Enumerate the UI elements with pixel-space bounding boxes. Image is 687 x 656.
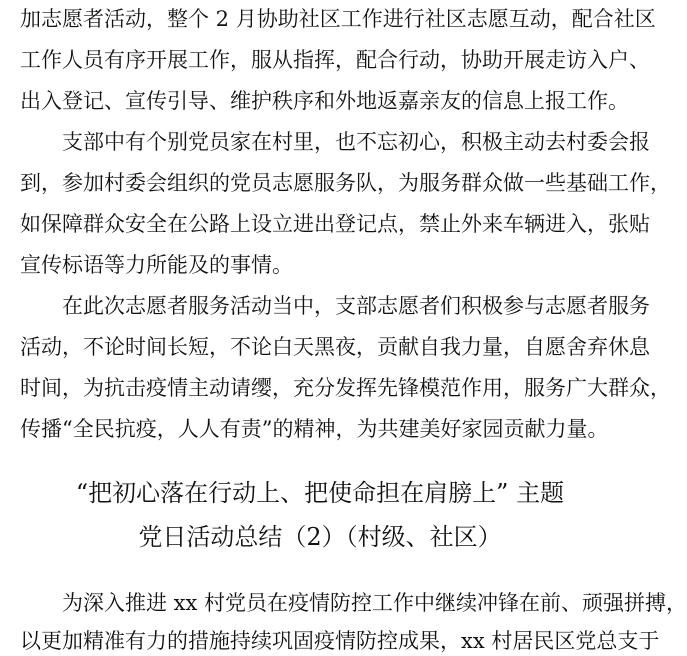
paragraph-1-line-1: 加志愿者活动，整个 2 月协助社区工作进行社区志愿互动，配合社区 bbox=[20, 7, 656, 31]
paragraph-2-line-2: 到，参加村委会组织的党员志愿服务队，为服务群众做一些基础工作， bbox=[20, 171, 671, 195]
paragraph-3-line-4: 传播“全民抗疫，人人有责”的精神，为共建美好家园贡献力量。 bbox=[20, 417, 609, 441]
paragraph-3-line-1: 在此次志愿者服务活动当中，支部志愿者们积极参与志愿者服务 bbox=[62, 294, 650, 318]
intro-line-2: 以更加精准有力的措施持续巩固疫情防控成果，xx 村居民区党总支于 bbox=[20, 629, 660, 653]
intro-line-1: 为深入推进 xx 村党员在疫情防控工作中继续冲锋在前、顽强拼搏， bbox=[62, 591, 687, 615]
paragraph-3-line-2: 活动，不论时间长短，不论白天黑夜，贡献自我力量，自愿舍弃休息 bbox=[20, 335, 650, 359]
section-heading-line-2: 党日活动总结（2）（村级、社区） bbox=[138, 523, 502, 551]
section-heading-line-1: “把初心落在行动上、把使命担在肩膀上” 主题 bbox=[75, 479, 565, 507]
paragraph-2-line-4: 宣传标语等力所能及的事情。 bbox=[20, 253, 293, 277]
paragraph-2-line-1: 支部中有个别党员家在村里，也不忘初心，积极主动去村委会报 bbox=[62, 130, 650, 154]
paragraph-1-line-3: 出入登记、宣传引导、维护秩序和外地返嘉亲友的信息上报工作。 bbox=[20, 89, 629, 113]
paragraph-1-line-2: 工作人员有序开展工作，服从指挥，配合行动，协助开展走访入户、 bbox=[20, 48, 650, 72]
paragraph-2-line-3: 如保障群众安全在公路上设立进出登记点，禁止外来车辆进入，张贴 bbox=[20, 212, 650, 236]
paragraph-3-line-3: 时间，为抗击疫情主动请缨，充分发挥先锋模范作用，服务广大群众， bbox=[20, 376, 671, 400]
